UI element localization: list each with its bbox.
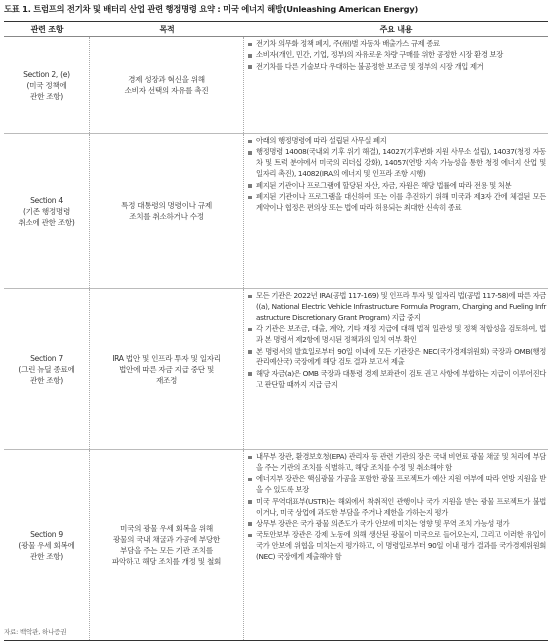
content-cell <box>244 37 548 133</box>
content-bullet: 에너지부 장관은 핵심광물 가공을 포함한 광물 프로젝트가 예산 지원 여부에 따라 연방 지원을 받을 수 있도록 보장 <box>247 474 546 496</box>
section-line: 취소에 관한 조항) <box>18 217 75 227</box>
content-bullet: 폐지된 기관이나 프로그램을 대신하여 또는 이를 추진하기 위해 미국과 제3자 간에 체결된 모든 계약이나 협정은 편의상 또는 법에 따라 허용되는 최대한 신속히 종료 <box>247 192 546 214</box>
purpose-cell <box>90 289 244 449</box>
purpose-line: 소비자 선택의 자유를 촉진 <box>124 86 209 95</box>
section-line: Section 2, (e) <box>23 69 70 79</box>
content-cell <box>244 289 548 449</box>
source-note: 자료: 백악관, 하나증권 <box>4 628 67 636</box>
content-bullet: 내무부 장관, 환경보호청(EPA) 관리자 등 관련 기관의 장은 국내 비연료 광물 채굴 및 처리에 부담을 주는 기관의 조치를 식별하고, 해당 조치를 수정 및 취소해야 함 <box>247 452 546 474</box>
section-line: Section 9 <box>30 529 63 539</box>
content-bullet: 국토안보부 장관은 강제 노동에 의해 생산된 광물이 미국으로 들어오는지, 그리고 이러한 유입이 국가 안보에 위협을 미치는지 평가하고, 이 명령일로부터 90일 이내 평가 결과를 국가경제위원회(NEC) 국장에게 제출해야 함 <box>247 530 546 563</box>
table-row <box>4 450 548 640</box>
section-line: (그린 뉴딜 종료에 <box>18 364 75 374</box>
content-bullet: 본 명령서의 발효일로부터 90일 이내에 모든 기관장은 NEC(국가경제위원회) 국장과 OMB(행정관리예산국) 국장에게 해당 검토 결과 보고서 제출 <box>247 347 546 369</box>
header-section: 관련 조항 <box>30 24 64 34</box>
content-bullet: 상무부 장관은 국가 광물 의존도가 국가 안보에 미치는 영향 및 무역 조치 가능성 평가 <box>247 519 546 530</box>
content-bullet: 소비자(개인, 민간, 기업, 정부)의 자유로운 차량 구매를 위한 공정한 시장 환경 보장 <box>247 50 546 61</box>
content-bullet: 폐지된 기관이나 프로그램에 할당된 자산, 자금, 자원은 해당 법률에 따라 전용 및 처분 <box>247 181 546 192</box>
content-bullet: 전기차를 다른 기술보다 우대하는 불공정한 보조금 및 정부의 시장 개입 제거 <box>247 62 546 73</box>
content-cell <box>244 134 548 288</box>
purpose-line: 조치를 취소하거나 수정 <box>129 212 204 221</box>
section-line: (기존 행정명령 <box>23 206 70 216</box>
section-line: Section 4 <box>30 195 63 205</box>
policy-table <box>4 21 548 641</box>
purpose-cell <box>90 450 244 640</box>
table-row <box>4 289 548 450</box>
purpose-line: 법안에 따른 자금 지급 중단 및 <box>119 364 214 374</box>
content-cell <box>244 450 548 640</box>
section-cell <box>4 450 90 640</box>
purpose-cell <box>90 134 244 288</box>
content-bullet: 행정명령 14008(국내외 기후 위기 해결), 14027(기후변화 지원 사무소 설립), 14037(청정 자동차 및 트럭 분야에서 미국의 리더십 강화), 14057(연방 지속 가능성을 통한 청정 에너지 산업 및 일자리 촉진), 14082(IRA의 에너지 및 인프라 조항 시행) <box>247 147 546 180</box>
table-row <box>4 37 548 134</box>
section-line: 관한 조항) <box>30 375 63 385</box>
purpose-line: 파악하고 해당 조치를 개정 및 철회 <box>111 557 222 566</box>
content-bullet: 각 기관은 보조금, 대출, 계약, 기타 재정 지급에 대해 법적 일관성 및 정책 적합성을 검토하여, 법과 본 명령서 제2항에 명시된 정책과의 일치 여부 확인 <box>247 324 546 346</box>
content-bullet: 미국 무역대표부(USTR)는 해외에서 착취적인 관행이나 국가 지원을 받는 광물 프로젝트가 불법이거나, 미국 상업에 과도한 부담을 주거나 제한을 가하는지 평가 <box>247 497 546 519</box>
purpose-line: 광물의 국내 채굴과 가공에 부당한 <box>113 535 220 544</box>
table-header <box>4 22 548 37</box>
purpose-line: 부담을 주는 모든 기관 조치를 <box>120 546 213 555</box>
content-bullet: 전기차 의무화 정책 폐지, 주(州)별 자동차 배출가스 규제 종료 <box>247 39 546 50</box>
purpose-line: IRA 법안 및 인프라 투자 및 일자리 <box>112 353 221 363</box>
purpose-cell <box>90 37 244 133</box>
purpose-line: 특정 대통령의 명령이나 규제 <box>121 201 212 210</box>
section-line: 관한 조항) <box>30 551 63 561</box>
section-cell <box>4 134 90 288</box>
purpose-line: 재조정 <box>155 375 178 385</box>
header-content: 주요 내용 <box>379 24 413 34</box>
content-bullet: 해당 자금(a)은 OMB 국장과 대통령 경제 보좌관이 검토 권고 사항에 부합하는 지급이 이루어진다고 판단할 때까지 지급 금지 <box>247 369 546 391</box>
table-row <box>4 134 548 289</box>
table-caption: 도표 1. 트럼프의 전기차 및 배터리 산업 관련 행정명령 요약 : 미국 에너지 해방(Unleashing American Energy) <box>4 4 419 14</box>
header-purpose: 목적 <box>159 24 175 34</box>
content-bullet: 아래의 행정명령에 따라 설립된 사무실 폐지 <box>247 136 546 147</box>
section-line: (광물 우세 회복에 <box>18 540 75 550</box>
section-line: 관한 조항) <box>30 91 63 101</box>
purpose-line: 경제 성장과 혁신을 위해 <box>128 75 205 84</box>
section-line: (미국 정책에 <box>26 80 67 90</box>
section-line: Section 7 <box>30 353 63 363</box>
section-cell <box>4 289 90 449</box>
purpose-line: 미국의 광물 우세 회복을 위해 <box>120 524 213 533</box>
content-bullet: 모든 기관은 2022년 IRA(공법 117-169) 및 인프라 투자 및 일자리 법(공법 117-58)에 따른 자금((a), National Electric Vehicle Infrastructure Formula Program, Charging and Fueling Infrastructure Discretionary Grant Program) 지급 중지 <box>247 291 546 324</box>
section-cell <box>4 37 90 133</box>
